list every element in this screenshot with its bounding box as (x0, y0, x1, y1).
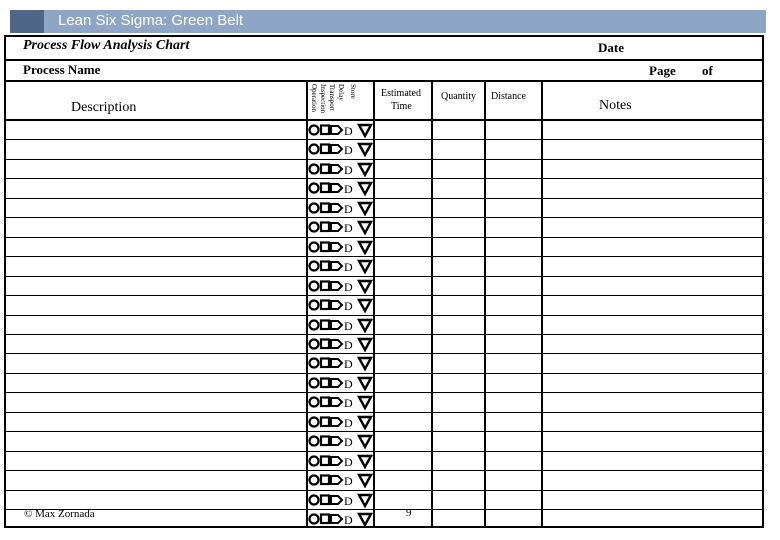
col-description: Description (71, 100, 137, 115)
store-icon (359, 164, 371, 175)
flow-symbols-row (308, 511, 374, 527)
operation-icon (310, 262, 319, 271)
delay-icon: D (344, 260, 353, 274)
table-row (4, 159, 764, 160)
table-row (4, 490, 764, 491)
delay-icon: D (344, 299, 353, 313)
store-icon (359, 378, 371, 389)
table-row (4, 470, 764, 471)
vline-4 (484, 81, 486, 527)
flow-symbols-row (308, 161, 374, 177)
transport-icon (331, 379, 342, 387)
inspection-icon (321, 321, 329, 330)
flow-symbols-row (308, 453, 374, 469)
flow-symbols-row (308, 394, 374, 410)
inspection-icon (321, 359, 329, 368)
delay-icon: D (344, 416, 353, 430)
store-icon (359, 417, 371, 428)
flow-symbols-row (308, 200, 374, 216)
transport-icon (331, 165, 342, 173)
store-icon (359, 514, 371, 525)
transport-icon (331, 398, 342, 406)
inspection-icon (321, 418, 329, 427)
col-estimated-2: Time (391, 101, 412, 112)
inspection-icon (321, 457, 329, 466)
flow-symbols-row (308, 317, 374, 333)
inspection-icon (321, 476, 329, 485)
store-icon (359, 320, 371, 331)
col-operation: Operation (310, 84, 318, 112)
store-icon (359, 475, 371, 486)
col-estimated-1: Estimated (381, 88, 421, 99)
operation-icon (310, 340, 319, 349)
table-row (4, 276, 764, 277)
operation-icon (310, 476, 319, 485)
transport-icon (331, 282, 342, 290)
delay-icon: D (344, 338, 353, 352)
table-row (4, 178, 764, 179)
flow-symbols-row (308, 336, 374, 352)
delay-icon: D (344, 357, 353, 371)
table-row (4, 431, 764, 432)
store-icon (359, 358, 371, 369)
copyright: © Max Zornada (24, 508, 95, 520)
operation-icon (310, 398, 319, 407)
store-icon (359, 222, 371, 233)
operation-icon (310, 184, 319, 193)
flow-symbols-row (308, 180, 374, 196)
inspection-icon (321, 437, 329, 446)
form-title: Process Flow Analysis Chart (23, 38, 190, 53)
inspection-icon (321, 301, 329, 310)
table-row (4, 315, 764, 316)
operation-icon (310, 126, 319, 135)
store-icon (359, 339, 371, 350)
transport-icon (331, 204, 342, 212)
store-icon (359, 242, 371, 253)
flow-symbols-row (308, 297, 374, 313)
inspection-icon (321, 340, 329, 349)
transport-icon (331, 457, 342, 465)
delay-icon: D (344, 143, 353, 157)
flow-symbols-row (308, 492, 374, 508)
store-icon (359, 125, 371, 136)
delay-icon: D (344, 494, 353, 508)
delay-icon: D (344, 221, 353, 235)
transport-icon (331, 340, 342, 348)
inspection-icon (321, 184, 329, 193)
col-store: Store (349, 84, 357, 99)
slide-header-bar (10, 10, 766, 33)
delay-icon: D (344, 124, 353, 138)
col-transport: Transport (328, 84, 336, 111)
transport-icon (331, 184, 342, 192)
store-icon (359, 203, 371, 214)
col-delay: Delay (337, 84, 345, 101)
operation-icon (310, 301, 319, 310)
delay-icon: D (344, 435, 353, 449)
col-distance: Distance (491, 91, 526, 102)
of-label: of (702, 63, 713, 78)
operation-icon (310, 418, 319, 427)
inspection-icon (321, 496, 329, 505)
inspection-icon (321, 515, 329, 524)
table-row (4, 509, 764, 510)
table-row (4, 353, 764, 354)
inspection-icon (321, 204, 329, 213)
transport-icon (331, 437, 342, 445)
delay-icon: D (344, 182, 353, 196)
vline-5 (541, 81, 543, 527)
operation-icon (310, 321, 319, 330)
date-label: Date (598, 40, 624, 55)
store-icon (359, 436, 371, 447)
flow-symbols-row (308, 239, 374, 255)
inspection-icon (321, 223, 329, 232)
inspection-icon (321, 243, 329, 252)
flow-symbols-row (308, 141, 374, 157)
page-label: Page (649, 63, 676, 78)
inspection-icon (321, 126, 329, 135)
delay-icon: D (344, 202, 353, 216)
flow-symbols-row (308, 355, 374, 371)
flow-symbols-row (308, 219, 374, 235)
table-row (4, 334, 764, 335)
delay-icon: D (344, 377, 353, 391)
table-row (4, 237, 764, 238)
transport-icon (331, 418, 342, 426)
table-row (4, 373, 764, 374)
inspection-icon (321, 398, 329, 407)
flow-symbols-row (308, 472, 374, 488)
operation-icon (310, 282, 319, 291)
header-accent-square (10, 10, 44, 33)
operation-icon (310, 165, 319, 174)
col-quantity: Quantity (441, 91, 476, 102)
transport-icon (331, 476, 342, 484)
flow-symbols-row (308, 122, 374, 138)
store-icon (359, 281, 371, 292)
divider-process (4, 80, 764, 82)
store-icon (359, 183, 371, 194)
process-name-label: Process Name (23, 62, 101, 77)
transport-icon (331, 223, 342, 231)
operation-icon (310, 457, 319, 466)
transport-icon (331, 145, 342, 153)
vline-3 (431, 81, 433, 527)
transport-icon (331, 126, 342, 134)
transport-icon (331, 243, 342, 251)
flow-symbols-row (308, 278, 374, 294)
transport-icon (331, 262, 342, 270)
delay-icon: D (344, 513, 353, 527)
store-icon (359, 300, 371, 311)
table-row (4, 198, 764, 199)
inspection-icon (321, 262, 329, 271)
transport-icon (331, 515, 342, 523)
col-notes: Notes (599, 98, 632, 113)
delay-icon: D (344, 455, 353, 469)
divider-title (4, 59, 764, 61)
transport-icon (331, 496, 342, 504)
operation-icon (310, 515, 319, 524)
slide-title: Lean Six Sigma: Green Belt (58, 12, 244, 29)
table-row (4, 139, 764, 140)
transport-icon (331, 359, 342, 367)
inspection-icon (321, 379, 329, 388)
store-icon (359, 456, 371, 467)
operation-icon (310, 359, 319, 368)
inspection-icon (321, 165, 329, 174)
table-row (4, 217, 764, 218)
page-number: 9 (406, 507, 412, 519)
divider-columns (4, 119, 764, 121)
table-row (4, 412, 764, 413)
operation-icon (310, 223, 319, 232)
inspection-icon (321, 145, 329, 154)
operation-icon (310, 204, 319, 213)
col-inspection: Inspection (319, 84, 327, 114)
transport-icon (331, 301, 342, 309)
flow-symbols-row (308, 414, 374, 430)
operation-icon (310, 243, 319, 252)
delay-icon: D (344, 319, 353, 333)
operation-icon (310, 437, 319, 446)
table-row (4, 256, 764, 257)
delay-icon: D (344, 163, 353, 177)
flow-symbols-row (308, 433, 374, 449)
flow-symbols-row (308, 375, 374, 391)
delay-icon: D (344, 396, 353, 410)
delay-icon: D (344, 474, 353, 488)
operation-icon (310, 145, 319, 154)
operation-icon (310, 379, 319, 388)
transport-icon (331, 321, 342, 329)
delay-icon: D (344, 280, 353, 294)
operation-icon (310, 496, 319, 505)
table-row (4, 392, 764, 393)
delay-icon: D (344, 241, 353, 255)
table-row (4, 295, 764, 296)
table-row (4, 451, 764, 452)
flow-symbols-row (308, 258, 374, 274)
store-icon (359, 397, 371, 408)
store-icon (359, 261, 371, 272)
inspection-icon (321, 282, 329, 291)
store-icon (359, 495, 371, 506)
store-icon (359, 144, 371, 155)
